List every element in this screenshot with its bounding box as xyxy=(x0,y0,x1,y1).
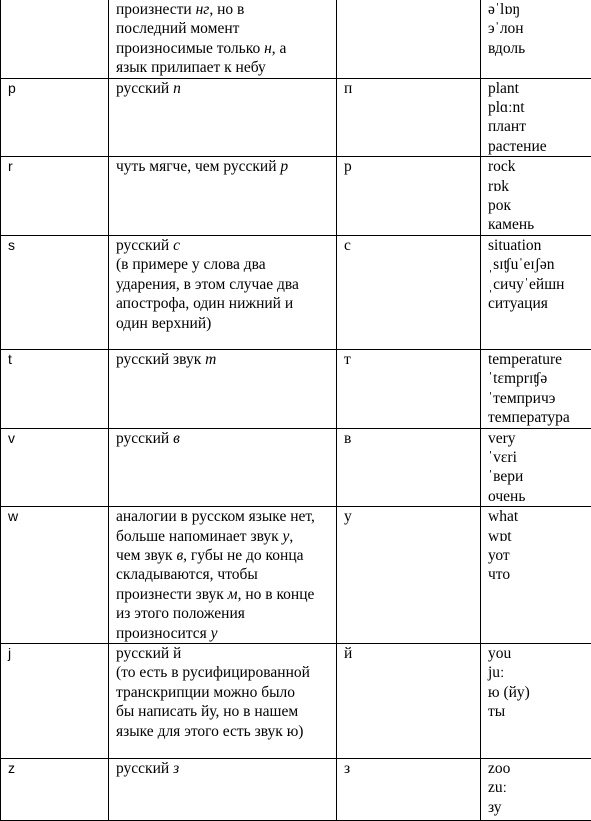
example-cell xyxy=(481,428,591,507)
russian-letter: п xyxy=(344,80,352,97)
example-line: температура xyxy=(488,408,585,427)
russian-letter: с xyxy=(344,237,351,254)
example-line: rock xyxy=(488,157,585,176)
russian-letter: з xyxy=(344,760,350,777)
description-italic-letter: у xyxy=(211,625,218,642)
description-text: апострофа, один нижний и xyxy=(116,295,293,312)
example-line: you xyxy=(488,644,585,663)
example-line: эˈлон xyxy=(488,19,585,38)
example-cell xyxy=(481,349,591,428)
example-line: what xyxy=(488,507,585,526)
russian-letter: т xyxy=(344,351,351,368)
description-text: чем звук xyxy=(116,547,176,564)
description-text: язык прилипает к небу xyxy=(116,59,266,76)
description-cell xyxy=(109,643,337,758)
example-line: zuː xyxy=(488,778,585,797)
example-line: растение xyxy=(488,137,585,156)
description-cell xyxy=(109,758,337,820)
description-text: произносимые только xyxy=(116,40,264,57)
description-line xyxy=(116,683,330,702)
russian-letter-cell xyxy=(337,349,481,428)
phoneme-letter-cell xyxy=(1,235,109,349)
table-row xyxy=(1,78,591,157)
description-text: последний момент xyxy=(116,20,239,37)
russian-letter-cell xyxy=(337,235,481,349)
phoneme-letter-cell xyxy=(1,643,109,758)
description-text: языке для этого есть звук ю) xyxy=(116,723,303,740)
russian-letter-cell xyxy=(337,643,481,758)
example-line: wɒt xyxy=(488,527,585,546)
example-line: рок xyxy=(488,196,585,215)
phoneme-letter-cell xyxy=(1,507,109,644)
phonetics-table-body xyxy=(1,0,591,820)
example-cell xyxy=(481,0,591,78)
description-text: транскрипции можно было xyxy=(116,684,295,701)
example-cell xyxy=(481,507,591,644)
description-text: бы написать йу, но в нашем xyxy=(116,703,298,720)
description-italic-letter: в xyxy=(173,430,180,447)
table-row xyxy=(1,349,591,428)
phoneme-letter: w xyxy=(8,508,18,524)
description-line xyxy=(116,644,330,663)
description-line xyxy=(116,79,330,98)
description-cell xyxy=(109,0,337,78)
example-cell xyxy=(481,78,591,157)
russian-letter: в xyxy=(344,430,351,447)
description-italic-letter: з xyxy=(173,760,179,777)
description-text: русский й xyxy=(116,645,181,662)
example-line: ˈтемпричэ xyxy=(488,389,585,408)
example-cell xyxy=(481,157,591,236)
phoneme-letter: v xyxy=(8,430,15,446)
russian-letter-cell xyxy=(337,0,481,78)
example-line: ˈtɛmprɪʧə xyxy=(488,369,585,388)
example-line: rɒk xyxy=(488,177,585,196)
table-row xyxy=(1,0,591,78)
description-line xyxy=(116,507,330,526)
description-text: из этого положения xyxy=(116,605,245,622)
example-line: plɑːnt xyxy=(488,98,585,117)
description-text: русский звук xyxy=(116,351,205,368)
description-text: один верхний) xyxy=(116,315,211,332)
description-line xyxy=(116,157,330,176)
description-italic-letter: нг xyxy=(196,1,210,18)
russian-letter: р xyxy=(344,158,352,175)
table-row xyxy=(1,643,591,758)
example-line: зу xyxy=(488,798,585,817)
description-line xyxy=(116,624,330,643)
description-line xyxy=(116,275,330,294)
description-text: русский xyxy=(116,430,173,447)
phoneme-letter-cell xyxy=(1,78,109,157)
phoneme-letter-cell xyxy=(1,349,109,428)
example-line: вдоль xyxy=(488,39,585,58)
description-line xyxy=(116,39,330,58)
description-cell xyxy=(109,78,337,157)
example-line: ты xyxy=(488,702,585,721)
description-italic-letter: с xyxy=(173,237,180,254)
example-line: plant xyxy=(488,79,585,98)
example-line: temperature xyxy=(488,350,585,369)
phoneme-letter-cell xyxy=(1,758,109,820)
description-text: больше напоминает звук xyxy=(116,528,283,545)
description-text: , но в конце xyxy=(238,586,315,603)
description-text: аналогии в русском языке нет, xyxy=(116,508,315,525)
phoneme-letter-cell xyxy=(1,157,109,236)
example-line: уот xyxy=(488,546,585,565)
description-text: произносится xyxy=(116,625,211,642)
description-text: , а xyxy=(272,40,287,57)
description-line xyxy=(116,722,330,741)
description-text: , но в xyxy=(209,1,244,18)
example-line: ˈвери xyxy=(488,467,585,486)
example-line: juː xyxy=(488,663,585,682)
russian-letter: у xyxy=(344,508,352,525)
example-line: что xyxy=(488,565,585,584)
description-line xyxy=(116,0,330,19)
description-text: (то есть в русифицированной xyxy=(116,664,310,681)
description-italic-letter: н xyxy=(264,40,272,57)
description-line xyxy=(116,702,330,721)
example-line: камень xyxy=(488,215,585,234)
phoneme-letter: r xyxy=(8,158,13,174)
phoneme-letter: s xyxy=(8,237,15,253)
russian-letter-cell xyxy=(337,428,481,507)
russian-letter-cell xyxy=(337,758,481,820)
example-line: zoo xyxy=(488,759,585,778)
example-cell xyxy=(481,235,591,349)
description-line xyxy=(116,255,330,274)
description-cell xyxy=(109,157,337,236)
description-italic-letter: т xyxy=(205,351,216,368)
description-line xyxy=(116,58,330,77)
example-line: ˈvɛri xyxy=(488,448,585,467)
description-line xyxy=(116,527,330,546)
description-cell xyxy=(109,235,337,349)
table-row xyxy=(1,507,591,644)
description-cell xyxy=(109,507,337,644)
description-text: русский xyxy=(116,237,173,254)
russian-letter-cell xyxy=(337,507,481,644)
description-text: чуть мягче, чем русский xyxy=(116,158,280,175)
description-line xyxy=(116,236,330,255)
description-line xyxy=(116,294,330,313)
example-line: ˌсичуˈейшн xyxy=(488,275,585,294)
description-text: русский xyxy=(116,80,173,97)
russian-letter-cell xyxy=(337,157,481,236)
russian-letter: й xyxy=(344,645,352,662)
table-row xyxy=(1,235,591,349)
example-cell xyxy=(481,758,591,820)
description-line xyxy=(116,19,330,38)
description-line xyxy=(116,350,330,369)
description-text: , xyxy=(289,528,293,545)
description-cell xyxy=(109,349,337,428)
table-row xyxy=(1,157,591,236)
description-line xyxy=(116,546,330,565)
example-line: situation xyxy=(488,236,585,255)
phoneme-letter: z xyxy=(8,760,15,776)
description-line xyxy=(116,429,330,448)
description-italic-letter: р xyxy=(280,158,288,175)
description-line xyxy=(116,314,330,333)
description-italic-letter: м xyxy=(228,586,238,603)
description-line xyxy=(116,604,330,623)
description-text: ударения, в этом случае два xyxy=(116,276,299,293)
description-text: , губы не до конца xyxy=(183,547,303,564)
example-line: ю (йу) xyxy=(488,683,585,702)
description-text: русский xyxy=(116,760,173,777)
description-text: (в примере у слова два xyxy=(116,256,266,273)
description-text: складываются, чтобы xyxy=(116,566,258,583)
phoneme-letter: j xyxy=(8,645,11,661)
phoneme-letter-cell xyxy=(1,428,109,507)
table-row xyxy=(1,428,591,507)
table-row xyxy=(1,758,591,820)
example-line: ситуация xyxy=(488,294,585,313)
description-italic-letter: у xyxy=(283,528,290,545)
phoneme-letter: t xyxy=(8,351,12,367)
description-text: произнести xyxy=(116,1,196,18)
example-line: очень xyxy=(488,487,585,506)
example-cell xyxy=(481,643,591,758)
russian-letter-cell xyxy=(337,78,481,157)
description-italic-letter: в xyxy=(176,547,183,564)
example-line: плант xyxy=(488,117,585,136)
description-text: произнести звук xyxy=(116,586,228,603)
description-cell xyxy=(109,428,337,507)
phoneme-letter-cell xyxy=(1,0,109,78)
description-line xyxy=(116,565,330,584)
example-line: ˌsɪʧuˈeɪʃən xyxy=(488,255,585,274)
example-line: very xyxy=(488,429,585,448)
phoneme-letter: p xyxy=(8,80,16,96)
description-italic-letter: п xyxy=(173,80,181,97)
description-line xyxy=(116,585,330,604)
example-line: əˈlɒŋ xyxy=(488,0,585,19)
description-line xyxy=(116,759,330,778)
description-line xyxy=(116,663,330,682)
